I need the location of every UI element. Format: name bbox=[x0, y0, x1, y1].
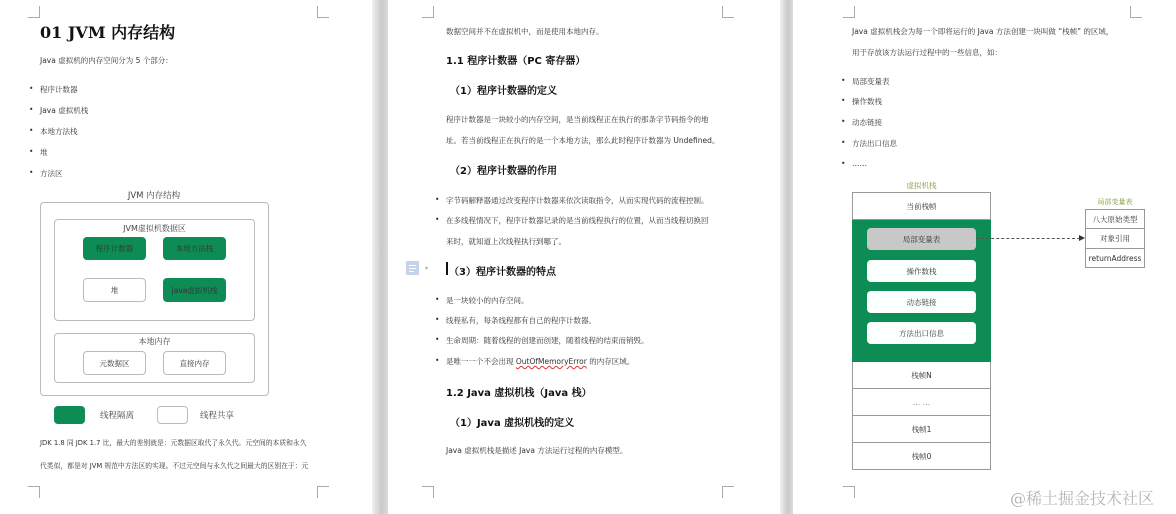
list-item: • 字节码解释器通过改变程序计数器来依次读取指令，从而实现代码的流程控制。 bbox=[446, 195, 709, 206]
paragraph-line: 用于存放该方法运行过程中的一些信息，如： bbox=[852, 48, 1002, 57]
pc-box: 程序计数器 bbox=[83, 237, 146, 260]
paragraph-line: Java 虚拟机栈是描述 Java 方法运行过程的内存模型。 bbox=[446, 446, 628, 455]
list-item: • 方法出口信息 bbox=[852, 138, 897, 149]
text: 是唯一一个不会出现 bbox=[446, 357, 516, 366]
margin-mark bbox=[422, 486, 434, 498]
legend-shared-label: 线程共享 bbox=[200, 411, 235, 421]
list-item: • …… bbox=[852, 159, 867, 168]
diagram-title: JVM 内存结构 bbox=[127, 191, 181, 201]
text: 的内存区域。 bbox=[586, 357, 635, 366]
lvt-cell: 对象引用 bbox=[1085, 228, 1145, 249]
paragraph-line: 址。若当前线程正在执行的是一个本地方法，那么此时程序计数器为 Undefined。 bbox=[446, 136, 720, 145]
page-2 bbox=[388, 0, 780, 514]
heading-pc-role: （2）程序计数器的作用 bbox=[450, 166, 557, 177]
stack-frame: 栈帧0 bbox=[852, 443, 991, 470]
data-area-box bbox=[54, 219, 255, 321]
list-item-continuation: 来时，就知道上次线程执行到哪了。 bbox=[446, 237, 566, 246]
list-item: • 在多线程情况下，程序计数器记录的是当前线程执行的位置，从而当线程切换回 bbox=[446, 215, 709, 226]
stack-frame: 栈帧1 bbox=[852, 416, 991, 443]
page-gap bbox=[372, 0, 388, 514]
heading-1-2: 1.2 Java 虚拟机栈（Java 栈） bbox=[446, 388, 592, 399]
java-stack-box: java虚拟机栈 bbox=[163, 278, 226, 302]
stack-label: 虚拟机栈 bbox=[906, 181, 937, 190]
frame-part: 操作数栈 bbox=[867, 260, 976, 282]
page-1 bbox=[0, 0, 372, 514]
frame-part: 动态链接 bbox=[867, 291, 976, 313]
legend-isolated-swatch bbox=[54, 406, 85, 424]
dashed-arrow bbox=[976, 238, 1080, 239]
lvt-cell: returnAddress bbox=[1085, 248, 1145, 268]
lvt-cell: 八大原始类型 bbox=[1085, 209, 1145, 229]
current-frame: 当前栈帧 bbox=[852, 192, 991, 220]
intro-text: Java 虚拟机的内存空间分为 5 个部分： bbox=[40, 56, 173, 65]
paragraph-line: Java 虚拟机栈会为每一个即将运行的 Java 方法创建一块叫做 “栈帧” 的区域， bbox=[852, 27, 1114, 36]
legend-isolated-label: 线程隔离 bbox=[100, 411, 135, 421]
legend-shared-swatch bbox=[157, 406, 188, 424]
list-item: • 操作数栈 bbox=[852, 96, 882, 107]
margin-mark bbox=[722, 486, 734, 498]
direct-memory-box: 直接内存 bbox=[163, 351, 226, 375]
list-item: • 本地方法栈 bbox=[40, 126, 78, 137]
page-gap bbox=[780, 0, 793, 514]
list-item: • 是一块较小的内存空间。 bbox=[446, 295, 529, 306]
margin-mark bbox=[843, 6, 855, 18]
frame-part: 局部变量表 bbox=[867, 228, 976, 250]
heading-java-stack-definition: （1）Java 虚拟机栈的定义 bbox=[450, 418, 575, 429]
margin-mark bbox=[843, 486, 855, 498]
list-item: • 局部变量表 bbox=[852, 76, 890, 87]
dropdown-arrow-icon[interactable]: ▾ bbox=[425, 265, 429, 272]
stack-frame: … … bbox=[852, 389, 991, 416]
heading-jvm-memory: 01 JVM 内存结构 bbox=[40, 23, 176, 42]
frame-part: 方法出口信息 bbox=[867, 322, 976, 344]
list-item: • Java 虚拟机栈 bbox=[40, 105, 88, 116]
list-item: • 动态链接 bbox=[852, 117, 882, 128]
paragraph-line: JDK 1.8 同 JDK 1.7 比，最大的差别就是：元数据区取代了永久代。元空间的本质和永久 bbox=[40, 439, 307, 447]
margin-mark bbox=[722, 6, 734, 18]
document-icon[interactable] bbox=[406, 261, 419, 275]
margin-mark bbox=[317, 486, 329, 498]
local-memory-label: 本地内存 bbox=[138, 337, 171, 346]
data-area-label: JVM虚拟机数据区 bbox=[123, 224, 186, 233]
spellcheck-word: OutOfMemoryError bbox=[515, 357, 587, 366]
list-item bbox=[446, 356, 634, 367]
paragraph-line: 数据空间并不在虚拟机中，而是使用本地内存。 bbox=[446, 27, 604, 36]
native-stack-box: 本地方法栈 bbox=[163, 237, 226, 260]
list-item: • 线程私有，每条线程都有自己的程序计数器。 bbox=[446, 315, 596, 326]
heading-1-1: 1.1 程序计数器（PC 寄存器） bbox=[446, 56, 586, 67]
list-item: • 程序计数器 bbox=[40, 84, 78, 95]
margin-mark bbox=[317, 6, 329, 18]
margin-mark bbox=[28, 486, 40, 498]
paragraph-line: 代类似，都是对 JVM 规范中方法区的实现。不过元空间与永久代之间最大的区别在于：元 bbox=[40, 462, 309, 470]
list-item: • 堆 bbox=[40, 147, 48, 158]
heading-pc-features: （3）程序计数器的特点 bbox=[449, 267, 556, 278]
margin-mark bbox=[1130, 6, 1142, 18]
heap-box: 堆 bbox=[83, 278, 146, 302]
list-item: • 生命周期：随着线程的创建而创建，随着线程的结束而销毁。 bbox=[446, 335, 649, 346]
metaspace-box: 元数据区 bbox=[83, 351, 146, 375]
watermark: @稀土掘金技术社区 bbox=[1010, 489, 1155, 508]
paragraph-line: 程序计数器是一块较小的内存空间，是当前线程正在执行的那条字节码指令的地 bbox=[446, 115, 709, 124]
lvt-label: 局部变量表 bbox=[1097, 198, 1133, 206]
heading-pc-definition: （1）程序计数器的定义 bbox=[450, 86, 557, 97]
margin-mark bbox=[28, 6, 40, 18]
margin-mark bbox=[422, 6, 434, 18]
text-cursor bbox=[446, 262, 448, 275]
list-item: • 方法区 bbox=[40, 168, 63, 179]
stack-frame: 栈帧N bbox=[852, 362, 991, 389]
